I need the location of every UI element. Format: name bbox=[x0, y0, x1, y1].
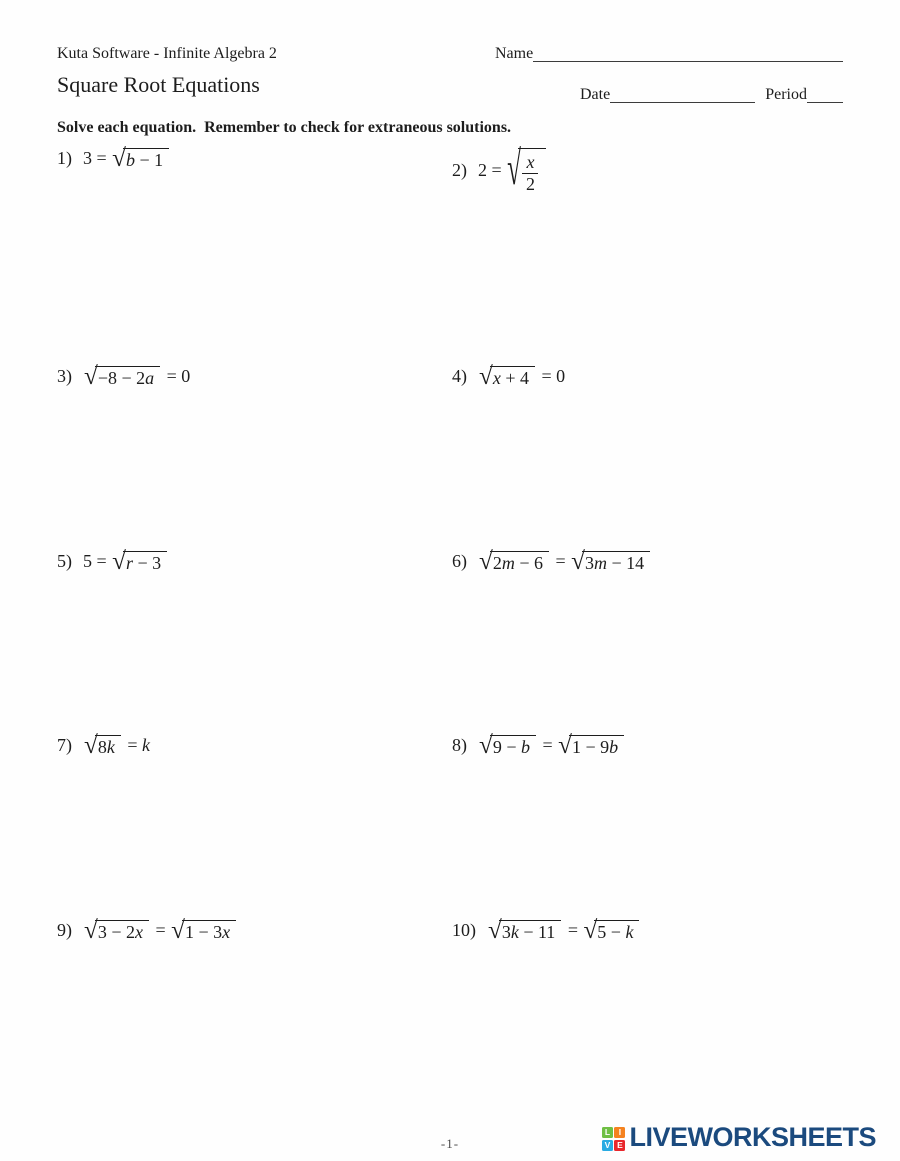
radicand bbox=[490, 366, 535, 389]
problem-3 bbox=[57, 364, 190, 389]
math-text: = bbox=[563, 920, 583, 941]
equation bbox=[478, 549, 652, 574]
problem-10 bbox=[452, 918, 641, 943]
equation bbox=[83, 364, 190, 389]
date-blank-line[interactable] bbox=[610, 86, 755, 103]
radical-icon: √ bbox=[479, 732, 493, 759]
math-text: 3 = bbox=[83, 148, 112, 169]
problem-number: 6) bbox=[452, 551, 467, 572]
denominator bbox=[522, 174, 539, 195]
square-root bbox=[507, 146, 546, 194]
math-variable: k bbox=[510, 922, 519, 942]
math-text: + 4 bbox=[500, 368, 529, 388]
math-variable: a bbox=[145, 368, 155, 388]
math-text: − 3 bbox=[133, 553, 162, 573]
radical-icon: √ bbox=[84, 732, 98, 759]
radicand bbox=[123, 148, 169, 171]
radicand bbox=[95, 366, 160, 389]
square-root bbox=[112, 549, 167, 574]
math-text: 2 = bbox=[478, 159, 507, 180]
radical-icon: √ bbox=[507, 144, 521, 196]
square-root bbox=[112, 146, 169, 171]
name-field bbox=[495, 45, 843, 63]
math-text: 8 bbox=[97, 737, 107, 757]
problem-9 bbox=[57, 918, 238, 943]
numerator bbox=[522, 152, 538, 174]
math-text: = bbox=[122, 735, 142, 756]
problem-4 bbox=[452, 364, 565, 389]
radical-icon: √ bbox=[84, 363, 98, 390]
radical-icon: √ bbox=[479, 363, 493, 390]
logo-grid-cell-v: V bbox=[602, 1140, 613, 1151]
equation bbox=[83, 549, 169, 574]
problem-number: 1) bbox=[57, 148, 72, 169]
math-text: 1 − 9 bbox=[571, 737, 610, 757]
math-variable: m bbox=[501, 553, 515, 573]
square-root bbox=[583, 918, 639, 943]
problem-2 bbox=[452, 146, 548, 194]
math-variable: x bbox=[222, 922, 231, 942]
problem-number: 3) bbox=[57, 366, 72, 387]
math-variable: x bbox=[134, 922, 143, 942]
math-text: − 6 bbox=[514, 553, 543, 573]
equation bbox=[83, 918, 238, 943]
math-text: 3 bbox=[584, 553, 594, 573]
math-variable: x bbox=[492, 368, 501, 388]
problem-number: 9) bbox=[57, 920, 72, 941]
problem-number: 5) bbox=[57, 551, 72, 572]
math-text: 5 = bbox=[83, 551, 112, 572]
math-variable: r bbox=[125, 553, 133, 573]
problem-1 bbox=[57, 146, 171, 171]
square-root bbox=[84, 918, 149, 943]
radical-icon: √ bbox=[171, 917, 185, 944]
radicand bbox=[582, 551, 650, 574]
equation bbox=[478, 364, 565, 389]
radical-icon: √ bbox=[112, 548, 126, 575]
math-variable: k bbox=[141, 735, 150, 756]
radicand bbox=[594, 920, 639, 943]
radical-icon: √ bbox=[571, 548, 585, 575]
square-root bbox=[84, 364, 160, 389]
math-variable: x bbox=[526, 152, 535, 172]
problem-8 bbox=[452, 733, 626, 758]
radical-icon: √ bbox=[479, 548, 493, 575]
math-text: − 14 bbox=[606, 553, 645, 573]
period-label: Period bbox=[765, 86, 807, 103]
math-text: = bbox=[150, 920, 171, 941]
math-text: − 1 bbox=[134, 150, 164, 170]
equation bbox=[487, 918, 641, 943]
problem-5 bbox=[57, 549, 169, 574]
radicand bbox=[490, 551, 549, 574]
problem-number: 2) bbox=[452, 159, 467, 180]
name-label: Name bbox=[495, 45, 534, 62]
math-variable: b bbox=[609, 737, 619, 757]
page-number: -1- bbox=[440, 1136, 460, 1151]
equation bbox=[478, 146, 548, 194]
liveworksheets-text: LIVEWORKSHEETS bbox=[629, 1122, 876, 1152]
square-root bbox=[571, 549, 650, 574]
problem-number: 4) bbox=[452, 366, 467, 387]
math-text: 3 − 2 bbox=[97, 922, 135, 942]
problem-number: 7) bbox=[57, 735, 72, 756]
math-text: 2 bbox=[525, 173, 535, 194]
brand-text: Kuta Software - Infinite Algebra 2 bbox=[57, 45, 277, 62]
date-label: Date bbox=[580, 86, 611, 103]
math-text: 9 − bbox=[492, 737, 521, 757]
math-variable: k bbox=[106, 737, 115, 757]
math-variable: b bbox=[125, 150, 135, 170]
radical-icon: √ bbox=[488, 917, 502, 944]
logo-grid-cell-l: L bbox=[602, 1127, 613, 1138]
square-root bbox=[488, 918, 561, 943]
equation bbox=[83, 146, 171, 171]
problem-number: 8) bbox=[452, 735, 467, 756]
square-root bbox=[171, 918, 236, 943]
square-root bbox=[558, 733, 624, 758]
fraction bbox=[522, 152, 539, 194]
math-text: = bbox=[550, 551, 571, 572]
math-text: −8 − 2 bbox=[97, 368, 146, 388]
radicand bbox=[123, 551, 167, 574]
square-root bbox=[479, 364, 535, 389]
equation bbox=[478, 733, 626, 758]
problem-7 bbox=[57, 733, 150, 758]
radicand bbox=[569, 735, 624, 758]
math-text: 3 bbox=[501, 922, 511, 942]
square-root bbox=[84, 733, 121, 758]
math-text: = 0 bbox=[162, 366, 191, 387]
radical-icon: √ bbox=[558, 732, 572, 759]
square-root bbox=[479, 733, 536, 758]
math-text: = bbox=[537, 735, 558, 756]
math-text: 5 − bbox=[597, 922, 626, 942]
radical-icon: √ bbox=[112, 145, 126, 172]
name-blank-line[interactable] bbox=[533, 45, 843, 62]
page-title: Square Root Equations bbox=[57, 72, 260, 97]
radicand bbox=[518, 148, 546, 194]
radicand bbox=[95, 735, 121, 758]
logo-grid-cell-e: E bbox=[614, 1140, 625, 1151]
math-variable: b bbox=[520, 737, 530, 757]
problem-number: 10) bbox=[452, 920, 476, 941]
radicand bbox=[182, 920, 236, 943]
square-root bbox=[479, 549, 549, 574]
logo-grid-cell-i: I bbox=[614, 1127, 625, 1138]
math-variable: m bbox=[593, 553, 607, 573]
math-text: = 0 bbox=[536, 366, 566, 387]
math-text: − 11 bbox=[518, 922, 556, 942]
radical-icon: √ bbox=[84, 917, 98, 944]
problem-6 bbox=[452, 549, 652, 574]
math-variable: k bbox=[625, 922, 634, 942]
liveworksheets-grid-icon bbox=[602, 1127, 626, 1151]
math-text: 2 bbox=[492, 553, 502, 573]
radicand bbox=[499, 920, 561, 943]
equation bbox=[83, 733, 150, 758]
radicand bbox=[95, 920, 149, 943]
radical-icon: √ bbox=[583, 917, 598, 944]
liveworksheets-logo[interactable] bbox=[602, 1122, 876, 1153]
math-text: 1 − 3 bbox=[184, 922, 223, 942]
radicand bbox=[490, 735, 536, 758]
period-blank-line[interactable] bbox=[807, 86, 843, 103]
instructions: Solve each equation. Remember to check for extraneous solutions. bbox=[57, 119, 512, 136]
date-period-field bbox=[580, 86, 843, 104]
